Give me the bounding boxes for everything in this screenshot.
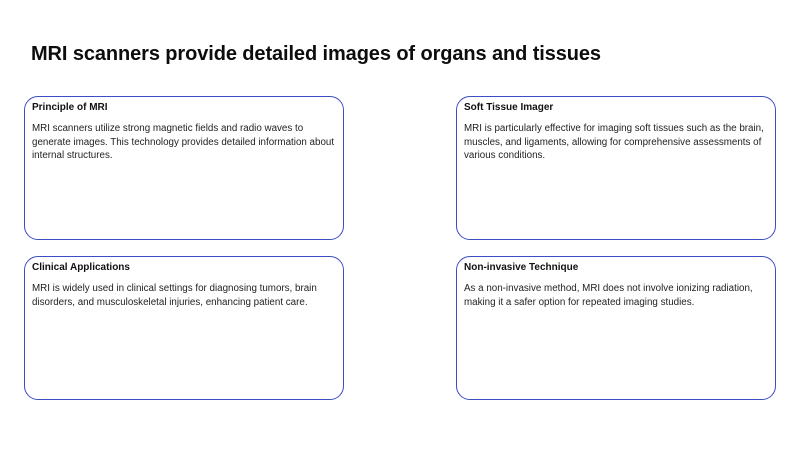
card-clinical-applications — [24, 256, 344, 400]
card-body: As a non-invasive method, MRI does not involve ionizing radiation, making it a safer option for repeated imaging studies. — [464, 283, 753, 308]
card-body: MRI is particularly effective for imaging soft tissues such as the brain, muscles, and ligaments, allowing for comprehensive assessments of various conditions. — [464, 123, 764, 161]
card-body: MRI scanners utilize strong magnetic fields and radio waves to generate images. This technology provides detailed information about internal structures. — [32, 123, 335, 161]
card-principle-of-mri — [24, 96, 344, 240]
card-title: Clinical Applications — [32, 262, 130, 273]
card-title: Principle of MRI — [32, 102, 108, 113]
card-non-invasive-technique — [456, 256, 776, 400]
slide-title: MRI scanners provide detailed images of organs and tissues — [31, 43, 601, 65]
card-title: Soft Tissue Imager — [464, 102, 554, 113]
card-body: MRI is widely used in clinical settings for diagnosing tumors, brain disorders, and musculoskeletal injuries, enhancing patient care. — [32, 283, 317, 308]
card-title: Non-invasive Technique — [464, 262, 579, 273]
card-soft-tissue-imager — [456, 96, 776, 240]
